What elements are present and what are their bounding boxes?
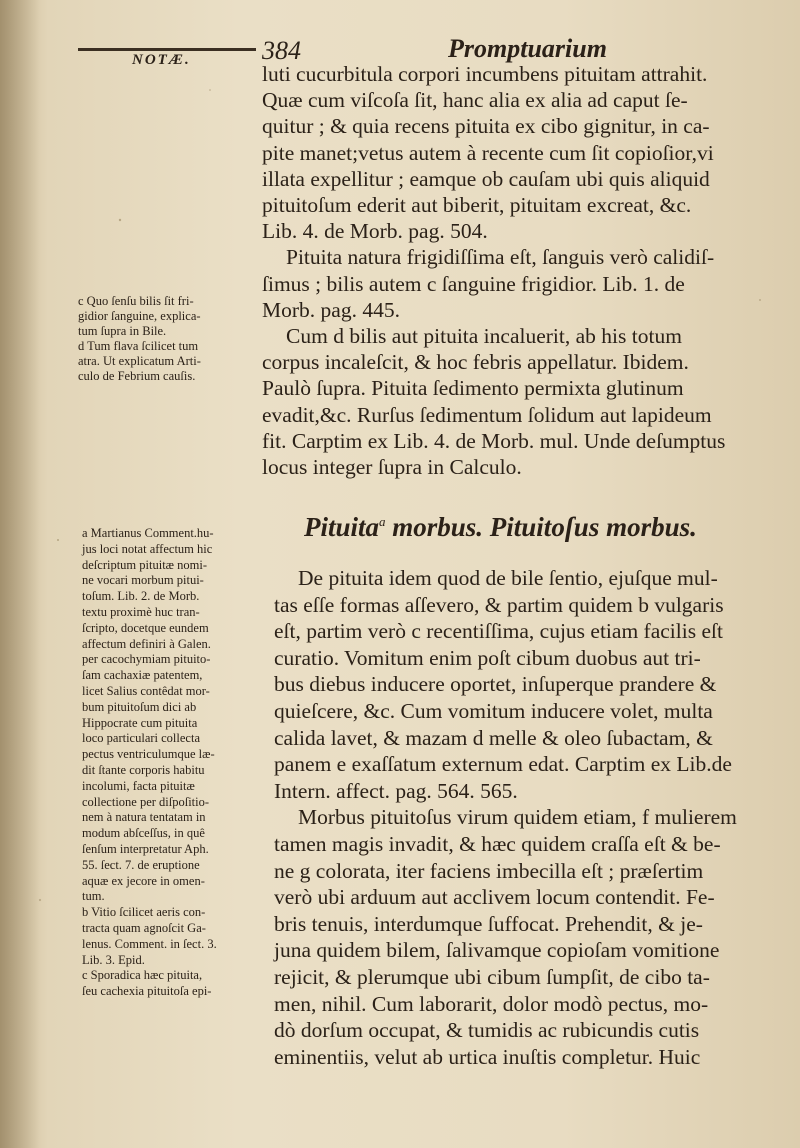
section-text-line: tamen magis invadit, & hæc quidem craſſa eſt & be- — [274, 832, 721, 856]
margin-note-line: dit ſtante corporis habitu — [82, 763, 205, 777]
section-text-line: bris tenuis, interdumque ſuffocat. Prehendit, & je- — [274, 911, 703, 936]
margin-note-line: a Martianus Comment.hu- — [82, 526, 214, 540]
main-text-line: quitur ; & quia recens pituita ex cibo gignitur, in ca- — [262, 114, 710, 139]
main-text-line: Pituita natura frigidiſſima eſt, ſanguis verò calidiſ- — [286, 245, 715, 270]
section-text-line: men, nihil. Cum laborarit, dolor modò pectus, mo- — [274, 991, 709, 1016]
main-text-line: ſimus ; bilis autem c ſanguine frigidior. Lib. 1. de — [262, 271, 685, 296]
margin-note-line: tracta quam agnoſcit Ga- — [82, 921, 206, 935]
margin-note-line: c Sporadica hæc pituita, — [82, 968, 203, 983]
margin-note-line: lenus. Comment. in ſect. 3. — [82, 936, 217, 951]
section-text-line: De pituita idem quod de bile ſentio, ejuſque mul- — [298, 566, 718, 590]
margin-note-line: pectus ventriculumque læ- — [82, 747, 215, 762]
margin-note-line: modum abſceſſus, in quê — [82, 826, 205, 841]
margin-note-line: toſum. Lib. 2. de Morb. — [82, 589, 200, 604]
section-text-line: dò dorſum occupat, & tumidis ac rubicundis cutis — [274, 1018, 700, 1043]
margin-note-line: culo de Febrium cauſis. — [78, 369, 196, 383]
margin-note-line: ſeu cachexia pituitoſa epi- — [82, 984, 212, 999]
margin-note-line: ſam cachaxiæ patentem, — [82, 668, 203, 683]
section-text-line: calida lavet, & mazam d melle & oleo ſubactam, & — [274, 725, 713, 750]
margin-note-line: ſcripto, docetque eundem — [82, 620, 209, 635]
section-text-line: verò ubi arduum aut acclivem locum contendit. Fe- — [274, 885, 715, 910]
margin-note-line: Lib. 3. Epid. — [82, 952, 145, 967]
margin-note-line: aquæ ex jecore in omen- — [82, 873, 205, 888]
main-text-line: illata expellitur ; eamque ob cauſam ubi quis aliquid — [262, 166, 710, 191]
section-text-line: bus diebus inducere oportet, inſuperque prandere & — [274, 672, 717, 697]
section-text-line: rejicit, & plerumque ubi cibum ſumpſit, de cibo ta- — [274, 965, 710, 989]
section-text-line: Intern. affect. pag. 564. 565. — [274, 778, 518, 803]
section-heading-part2: morbus. Pituitoſus morbus. — [392, 512, 697, 542]
margin-note-line: 55. ſect. 7. de eruptione — [82, 857, 200, 872]
main-text-line: pite manet;vetus autem à recente cum ſit copioſior,vi — [262, 140, 714, 165]
margin-note-line: loco particulari collecta — [82, 731, 200, 746]
section-heading-footnote-mark: a — [379, 514, 386, 529]
main-text-line: Cum d bilis aut pituita incaluerit, ab his totum — [286, 324, 682, 348]
margin-note-line: b Vitio ſcilicet aeris con- — [82, 905, 206, 920]
margin-note-line: c Quo ſenſu bilis ſit fri- — [78, 294, 194, 308]
margin-note-line: Hippocrate cum pituita — [82, 715, 198, 730]
margin-note-line: tum ſupra in Bile. — [78, 324, 167, 338]
section-text-line: tas eſſe formas aſſevero, & partim quidem b vulgaris — [274, 592, 724, 617]
running-title: Promptuarium — [448, 34, 607, 63]
section-text-line: ne g colorata, iter faciens imbecilla eſt ; præſertim — [274, 858, 704, 883]
margin-note-line: ſenſum interpretatur Aph. — [82, 842, 209, 856]
margin-note-line: jus loci notat affectum hic — [82, 541, 213, 556]
main-text-line: Paulò ſupra. Pituita ſedimento permixta glutinum — [262, 376, 684, 401]
margin-note-line: licet Salius contêdat mor- — [82, 684, 210, 698]
section-heading-part1: Pituita — [304, 512, 380, 542]
main-text-line: Lib. 4. de Morb. pag. 504. — [262, 219, 488, 244]
margin-note-line: per cacochymiam pituito- — [82, 652, 211, 667]
margin-note-line: tum. — [82, 889, 105, 904]
section-text-line: quieſcere, &c. Cum vomitum inducere volet, multa — [274, 699, 713, 723]
main-text-line: Quæ cum viſcoſa ſit, hanc alia ex alia ad caput ſe- — [262, 88, 688, 113]
main-text-line: evadit,&c. Rurſus ſedimentum ſolidum aut lapideum — [262, 402, 712, 427]
margin-note-line: nem à natura tentatam in — [82, 810, 206, 825]
margin-note-line: affectum definiri à Galen. — [82, 636, 211, 651]
gutter-shadow — [0, 0, 40, 1148]
header-rule — [78, 48, 256, 51]
section-heading — [304, 512, 697, 543]
main-text-line: locus integer ſupra in Calculo. — [262, 455, 522, 479]
main-text-line: Morb. pag. 445. — [262, 297, 400, 322]
margin-note-line: bum pituitoſum dici ab — [82, 699, 197, 714]
notes-header: NOTÆ. — [132, 52, 191, 68]
main-text-line: fit. Carptim ex Lib. 4. de Morb. mul. Unde deſumptus — [262, 428, 726, 453]
margin-note-line: textu proximè huc tran- — [82, 605, 200, 619]
section-text-line: Morbus pituitoſus virum quidem etiam, f mulierem — [298, 805, 737, 830]
section-text-line: eſt, partim verò c recentiſſima, cujus etiam facilis eſt — [274, 619, 723, 644]
margin-note-line: collectione per diſpoſitio- — [82, 794, 210, 809]
margin-note-line: incolumi, facta pituitæ — [82, 778, 195, 793]
main-text-line: corpus incaleſcit, & hoc febris appellatur. Ibidem. — [262, 350, 689, 375]
margin-note-line: ne vocari morbum pitui- — [82, 573, 204, 588]
page-number: 384 — [262, 36, 301, 65]
section-text-line: panem e exaſſatum externum edat. Carptim ex Lib.de — [274, 752, 732, 777]
margin-note-line: atra. Ut explicatum Arti- — [78, 354, 201, 368]
section-text-line: curatio. Vomitum enim poſt cibum duobus aut tri- — [274, 645, 701, 670]
margin-note-line: d Tum flava ſcilicet tum — [78, 339, 199, 353]
margin-note-line: gidior ſanguine, explica- — [78, 309, 201, 323]
section-text-line: juna quidem bilem, ſalivamque copioſam vomitione — [274, 938, 720, 963]
main-text-line: luti cucurbitula corpori incumbens pituitam attrahit. — [262, 62, 708, 86]
section-text-line: eminentiis, velut ab urtica inuſtis completur. Huic — [274, 1044, 701, 1069]
main-text-line: pituitoſum ederit aut biberit, pituitam excreat, &c. — [262, 193, 692, 217]
margin-note-line: deſcriptum pituitæ nomi- — [82, 557, 207, 572]
